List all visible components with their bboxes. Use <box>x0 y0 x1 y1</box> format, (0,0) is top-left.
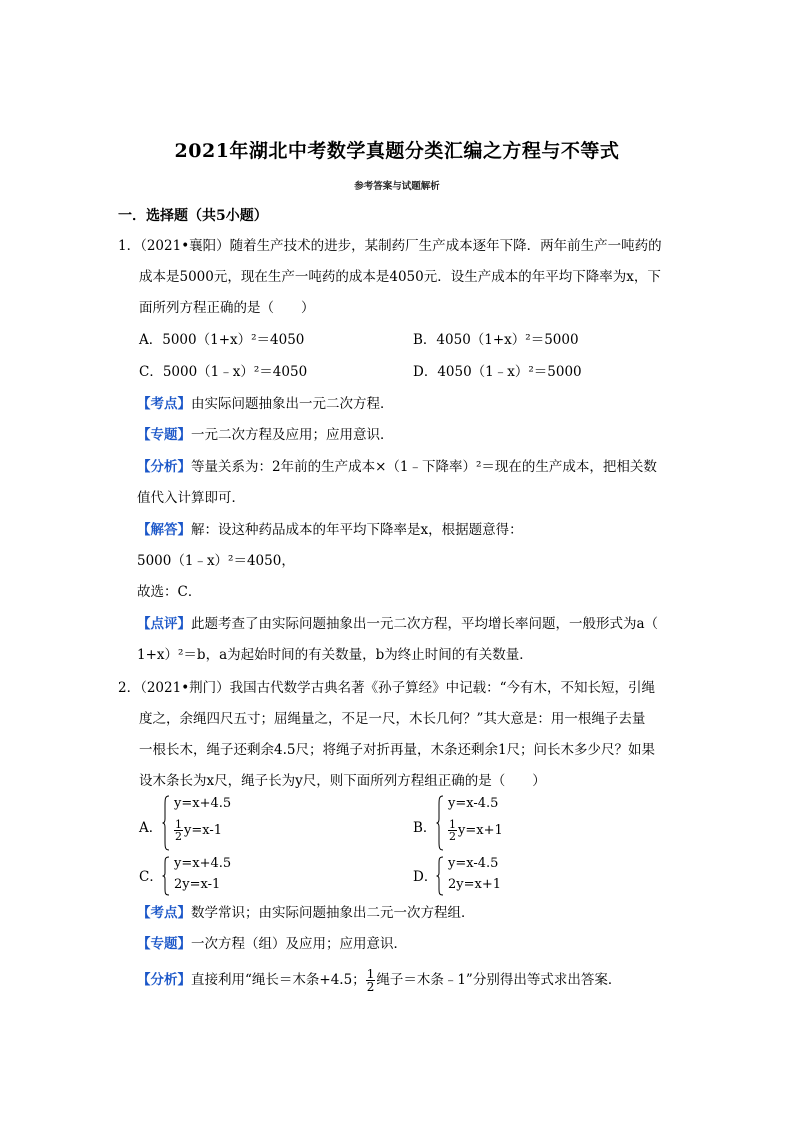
fenxi-tag: 【分析】 <box>137 972 191 988</box>
jieda-tag: 【解答】 <box>137 522 191 538</box>
q2-b-eq-2-text: y=x+1 <box>458 823 503 838</box>
q2-d-eq-1: y=x-4.5 <box>448 856 499 871</box>
fraction-denominator: 2 <box>366 980 375 994</box>
q2-b-eq-2 <box>448 819 503 842</box>
q1-zhuanti-text: 一元二次方程及应用；应用意识． <box>191 427 394 443</box>
q2-stem-line-1: 2．（2021•荆门）我国古代数学古典名著《孙子算经》中记载：“今有木，不知长短，引绳 <box>118 680 656 696</box>
q2-option-b-system <box>436 795 556 851</box>
q1-jieda <box>137 520 523 540</box>
brace-icon <box>162 795 169 839</box>
fraction-denominator: 2 <box>175 830 182 843</box>
q2-option-a-label: A． <box>139 820 163 836</box>
page-subtitle: 参考答案与试题解析 <box>354 181 440 192</box>
q2-zhuanti <box>137 934 407 954</box>
q1-option-a: A．5000（1+x）²＝4050 <box>139 332 305 348</box>
fraction <box>174 819 183 842</box>
q2-option-c-system <box>162 856 282 898</box>
q2-option-d-label: D． <box>413 869 438 885</box>
kaodian-tag: 【考点】 <box>137 396 191 412</box>
section-heading: 一．选择题（共5小题） <box>118 208 268 224</box>
q1-jieda-text-3: 故选：C． <box>137 584 202 600</box>
q2-zhuanti-text: 一次方程（组）及应用；应用意识． <box>191 936 407 952</box>
q1-kaodian <box>137 394 394 414</box>
brace-icon <box>436 795 443 839</box>
q1-jieda-text-2: 5000（1﹣x）²＝4050， <box>137 553 295 569</box>
fraction <box>366 968 376 993</box>
q2-stem-line-4: 设木条长为x尺，绳子长为y尺，则下面所列方程组正确的是（ ） <box>139 773 546 789</box>
q1-jieda-text-1: 解：设这种药品成本的年平均下降率是x，根据题意得： <box>191 522 523 538</box>
q2-fenxi-text-b: 绳子＝木条﹣1”分别得出等式求出答案． <box>376 972 622 988</box>
brace-icon <box>162 856 169 900</box>
q2-a-eq-2-text: y=x-1 <box>184 823 223 838</box>
q2-stem-line-3: 一根长木，绳子还剩余4.5尺；将绳子对折再量，木条还剩余1尺；问长木多少尺？如果 <box>139 742 656 758</box>
q2-c-eq-1: y=x+4.5 <box>174 856 232 871</box>
q1-dianping-text-1: 此题考查了由实际问题抽象出一元二次方程，平均增长率问题，一般形式为a（ <box>191 616 659 632</box>
q1-stem-line-2: 成本是5000元，现在生产一吨药的成本是4050元．设生产成本的年平均下降率为x，下 <box>139 269 661 285</box>
fraction-numerator: 1 <box>175 818 182 831</box>
q2-fenxi-text-a: 直接利用“绳长＝木条+4.5； <box>191 972 366 988</box>
q2-fenxi <box>137 966 621 994</box>
q2-b-eq-1: y=x-4.5 <box>448 796 499 811</box>
q2-a-eq-1: y=x+4.5 <box>174 796 232 811</box>
zhuanti-tag: 【专题】 <box>137 936 191 952</box>
q1-dianping-text-2: 1+x）²＝b，a为起始时间的有关数量，b为终止时间的有关数量． <box>137 647 533 663</box>
fraction-denominator: 2 <box>449 830 456 843</box>
q1-stem-line-1: 1．（2021•襄阳）随着生产技术的进步，某制药厂生产成本逐年下降．两年前生产一吨药的 <box>118 238 662 254</box>
kaodian-tag: 【考点】 <box>137 905 191 921</box>
q1-fenxi-text-1: 等量关系为：2年前的生产成本×（1﹣下降率）²＝现在的生产成本，把相关数 <box>191 459 657 475</box>
q2-stem-line-2: 度之，余绳四尺五寸；屈绳量之，不足一尺，木长几何？”其大意是：用一根绳子去量 <box>139 711 646 727</box>
q1-kaodian-text: 由实际问题抽象出一元二次方程． <box>191 396 394 412</box>
dianping-tag: 【点评】 <box>137 616 191 632</box>
fraction <box>448 819 457 842</box>
q2-c-eq-2: 2y=x-1 <box>174 877 221 892</box>
q1-option-d: D．4050（1﹣x）²＝5000 <box>413 364 582 380</box>
q1-option-c: C．5000（1﹣x）²＝4050 <box>139 364 308 380</box>
q1-zhuanti <box>137 425 394 445</box>
q2-d-eq-2: 2y=x+1 <box>448 877 502 892</box>
q1-fenxi <box>137 457 657 477</box>
q1-fenxi-text-2: 值代入计算即可． <box>137 490 245 506</box>
q2-kaodian-text: 数学常识；由实际问题抽象出二元一次方程组． <box>191 905 475 921</box>
fraction-numerator: 1 <box>449 818 456 831</box>
q1-option-b: B．4050（1+x）²＝5000 <box>413 332 579 348</box>
q2-option-b-label: B． <box>413 820 437 836</box>
q1-stem-line-3: 面所列方程正确的是（ ） <box>139 300 315 316</box>
zhuanti-tag: 【专题】 <box>137 427 191 443</box>
fenxi-tag: 【分析】 <box>137 459 191 475</box>
q2-option-d-system <box>436 856 556 898</box>
q2-option-a-system <box>162 795 282 851</box>
q2-option-c-label: C． <box>139 869 163 885</box>
q1-dianping <box>137 614 658 634</box>
page-title: 2021年湖北中考数学真题分类汇编之方程与不等式 <box>174 140 620 162</box>
fraction-numerator: 1 <box>366 967 375 981</box>
q2-a-eq-2 <box>174 819 222 842</box>
q2-kaodian <box>137 903 475 923</box>
brace-icon <box>436 856 443 900</box>
